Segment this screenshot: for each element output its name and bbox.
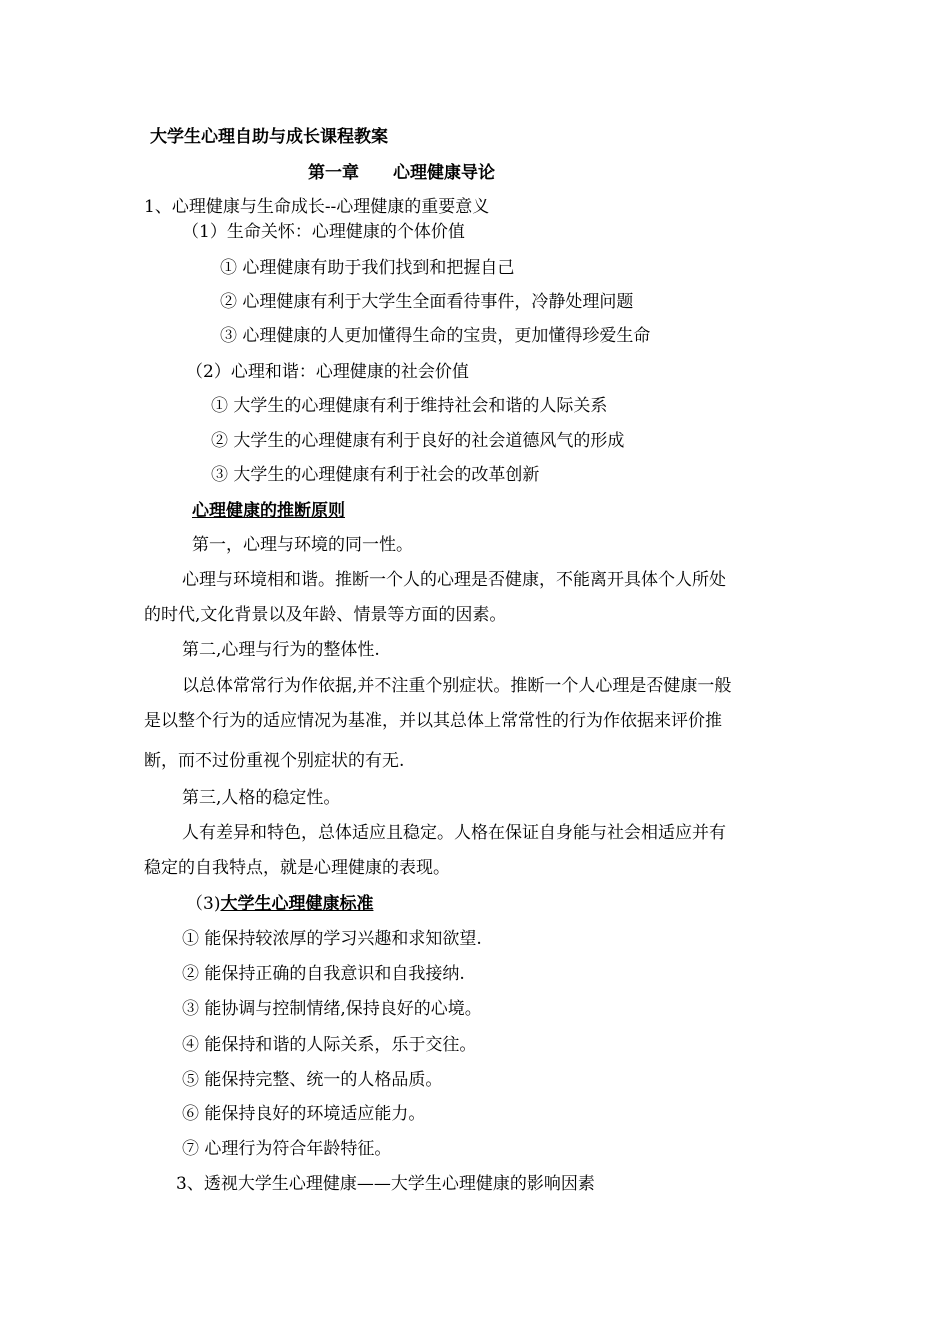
list-item: ① 大学生的心理健康有利于维持社会和谐的人际关系 [211, 396, 608, 416]
principle-3-body-line: 人有差异和特色，总体适应且稳定。人格在保证自身能与社会相适应并有 [182, 823, 726, 843]
principle-1-body-line: 的时代,文化背景以及年龄、情景等方面的因素。 [144, 605, 507, 625]
principle-3-body-line: 稳定的自我特点，就是心理健康的表现。 [144, 858, 450, 878]
section-1-heading: 1、心理健康与生命成长--心理健康的重要意义 [144, 197, 490, 217]
standards-heading-line [186, 892, 373, 916]
principle-2-body-line: 以总体常常行为作依据,并不注重个别症状。推断一个人心理是否健康一般 [182, 676, 732, 696]
principle-2-body-line: 断，而不过份重视个别症状的有无. [144, 751, 405, 771]
principle-1-body-line: 心理与环境相和谐。推断一个人的心理是否健康，不能离开具体个人所处 [182, 570, 726, 590]
list-item: ② 能保持正确的自我意识和自我接纳. [182, 964, 465, 984]
chapter-heading: 第一章 心理健康导论 [308, 163, 495, 183]
list-item: ③ 大学生的心理健康有利于社会的改革创新 [211, 465, 540, 485]
document-title: 大学生心理自助与成长课程教案 [150, 127, 388, 147]
list-item: ② 心理健康有利于大学生全面看待事件，冷静处理问题 [220, 292, 634, 312]
list-item: ③ 心理健康的人更加懂得生命的宝贵，更加懂得珍爱生命 [220, 326, 651, 346]
list-item: ③ 能协调与控制情绪,保持良好的心境。 [182, 999, 482, 1019]
list-item: ① 能保持较浓厚的学习兴趣和求知欲望. [182, 929, 482, 949]
principles-heading: 心理健康的推断原则 [192, 501, 345, 521]
principle-2-body-line: 是以整个行为的适应情况为基准，并以其总体上常常性的行为作依据来评价推 [144, 711, 722, 731]
subsection-1-heading: （1）生命关怀：心理健康的个体价值 [182, 222, 465, 242]
list-item: ④ 能保持和谐的人际关系，乐于交往。 [182, 1035, 477, 1055]
principle-2-title: 第二,心理与行为的整体性. [182, 640, 380, 660]
list-item: ① 心理健康有助于我们找到和把握自己 [220, 258, 515, 278]
list-item: ⑤ 能保持完整、统一的人格品质。 [182, 1070, 443, 1090]
list-item: ⑦ 心理行为符合年龄特征。 [182, 1139, 392, 1159]
list-item: ⑥ 能保持良好的环境适应能力。 [182, 1104, 426, 1124]
principle-1-title: 第一，心理与环境的同一性。 [192, 535, 413, 555]
standards-prefix: （3) [186, 894, 221, 914]
list-item: ② 大学生的心理健康有利于良好的社会道德风气的形成 [211, 431, 625, 451]
section-3-heading: 3、透视大学生心理健康——大学生心理健康的影响因素 [176, 1174, 595, 1194]
principle-3-title: 第三,人格的稳定性。 [182, 788, 341, 808]
subsection-2-heading: （2）心理和谐：心理健康的社会价值 [186, 362, 469, 382]
standards-heading: 大学生心理健康标准 [220, 894, 374, 914]
